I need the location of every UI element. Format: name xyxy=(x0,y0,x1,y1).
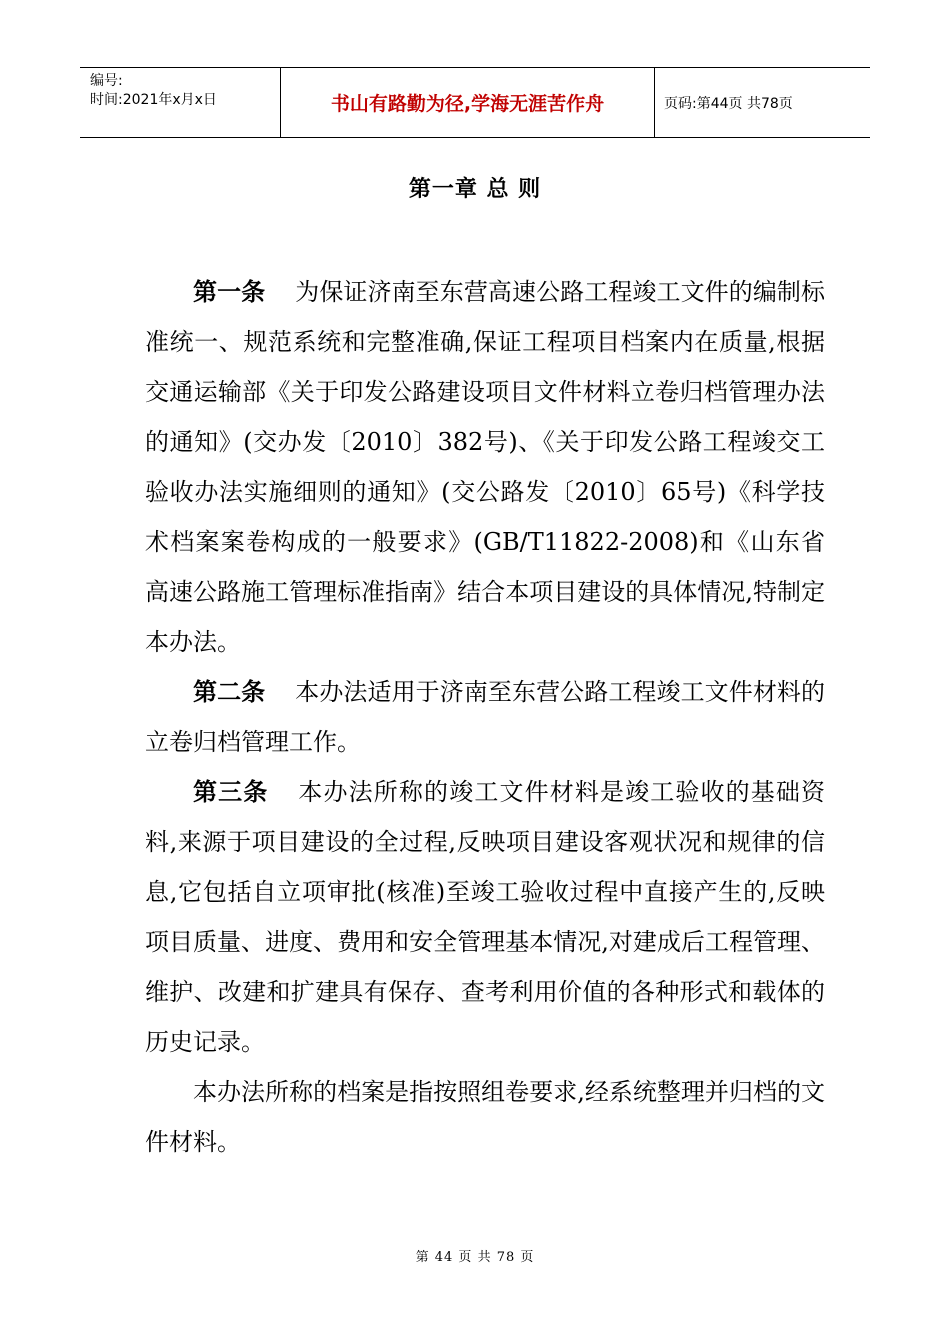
number-label: 编号: xyxy=(90,73,123,89)
page-info-text: 页码:第44页 共78页 xyxy=(664,95,793,112)
article-text: 为保证济南至东营高速公路工程竣工文件的编制标准统一、规范系统和完整准确,保证工程项目档案内在质量,根据交通运输部《关于印发公路建设项目文件材料立卷归档管理办法的通知》(交办发〔2010〕382号)、《关于印发公路工程竣交工验收办法实施细则的通知》(交公路发〔2010〕65号)《科学技术档案案卷构成的一般要求》(GB/T11822-2008)和《山东省高速公路施工管理标准指南》结合本项目建设的具体情况,特制定本办法。 xyxy=(145,278,825,656)
document-body xyxy=(145,267,825,1167)
article-1 xyxy=(145,267,825,667)
motto-text: 书山有路勤为径,学海无涯苦作舟 xyxy=(330,93,605,115)
archive-definition-paragraph: 本办法所称的档案是指按照组卷要求,经系统整理并归档的文件材料。 xyxy=(145,1078,825,1156)
article-text: 本办法所称的竣工文件材料是竣工验收的基础资料,来源于项目建设的全过程,反映项目建设客观状况和规律的信息,它包括自立项审批(核准)至竣工验收过程中直接产生的,反映项目质量、进度、费用和安全管理基本情况,对建成后工程管理、维护、改建和扩建具有保存、查考利用价值的各种形式和载体的历史记录。 xyxy=(145,778,826,1056)
article-label: 第一条 xyxy=(193,278,266,306)
page-info-cell xyxy=(655,68,870,137)
article-2 xyxy=(145,667,825,767)
chapter-title: 第一章 总 则 xyxy=(408,177,542,202)
article-label: 第三条 xyxy=(193,778,269,806)
time-line: 时间:2021年x月x日 xyxy=(90,92,217,108)
article-3 xyxy=(145,767,825,1067)
header-table xyxy=(80,67,870,138)
article-label: 第二条 xyxy=(193,678,266,706)
motto-cell xyxy=(281,68,655,137)
page-footer: 第 44 页 共 78 页 xyxy=(415,1250,535,1265)
article-text: 本办法适用于济南至东营公路工程竣工文件材料的立卷归档管理工作。 xyxy=(145,678,825,756)
header-meta-cell xyxy=(80,68,281,137)
